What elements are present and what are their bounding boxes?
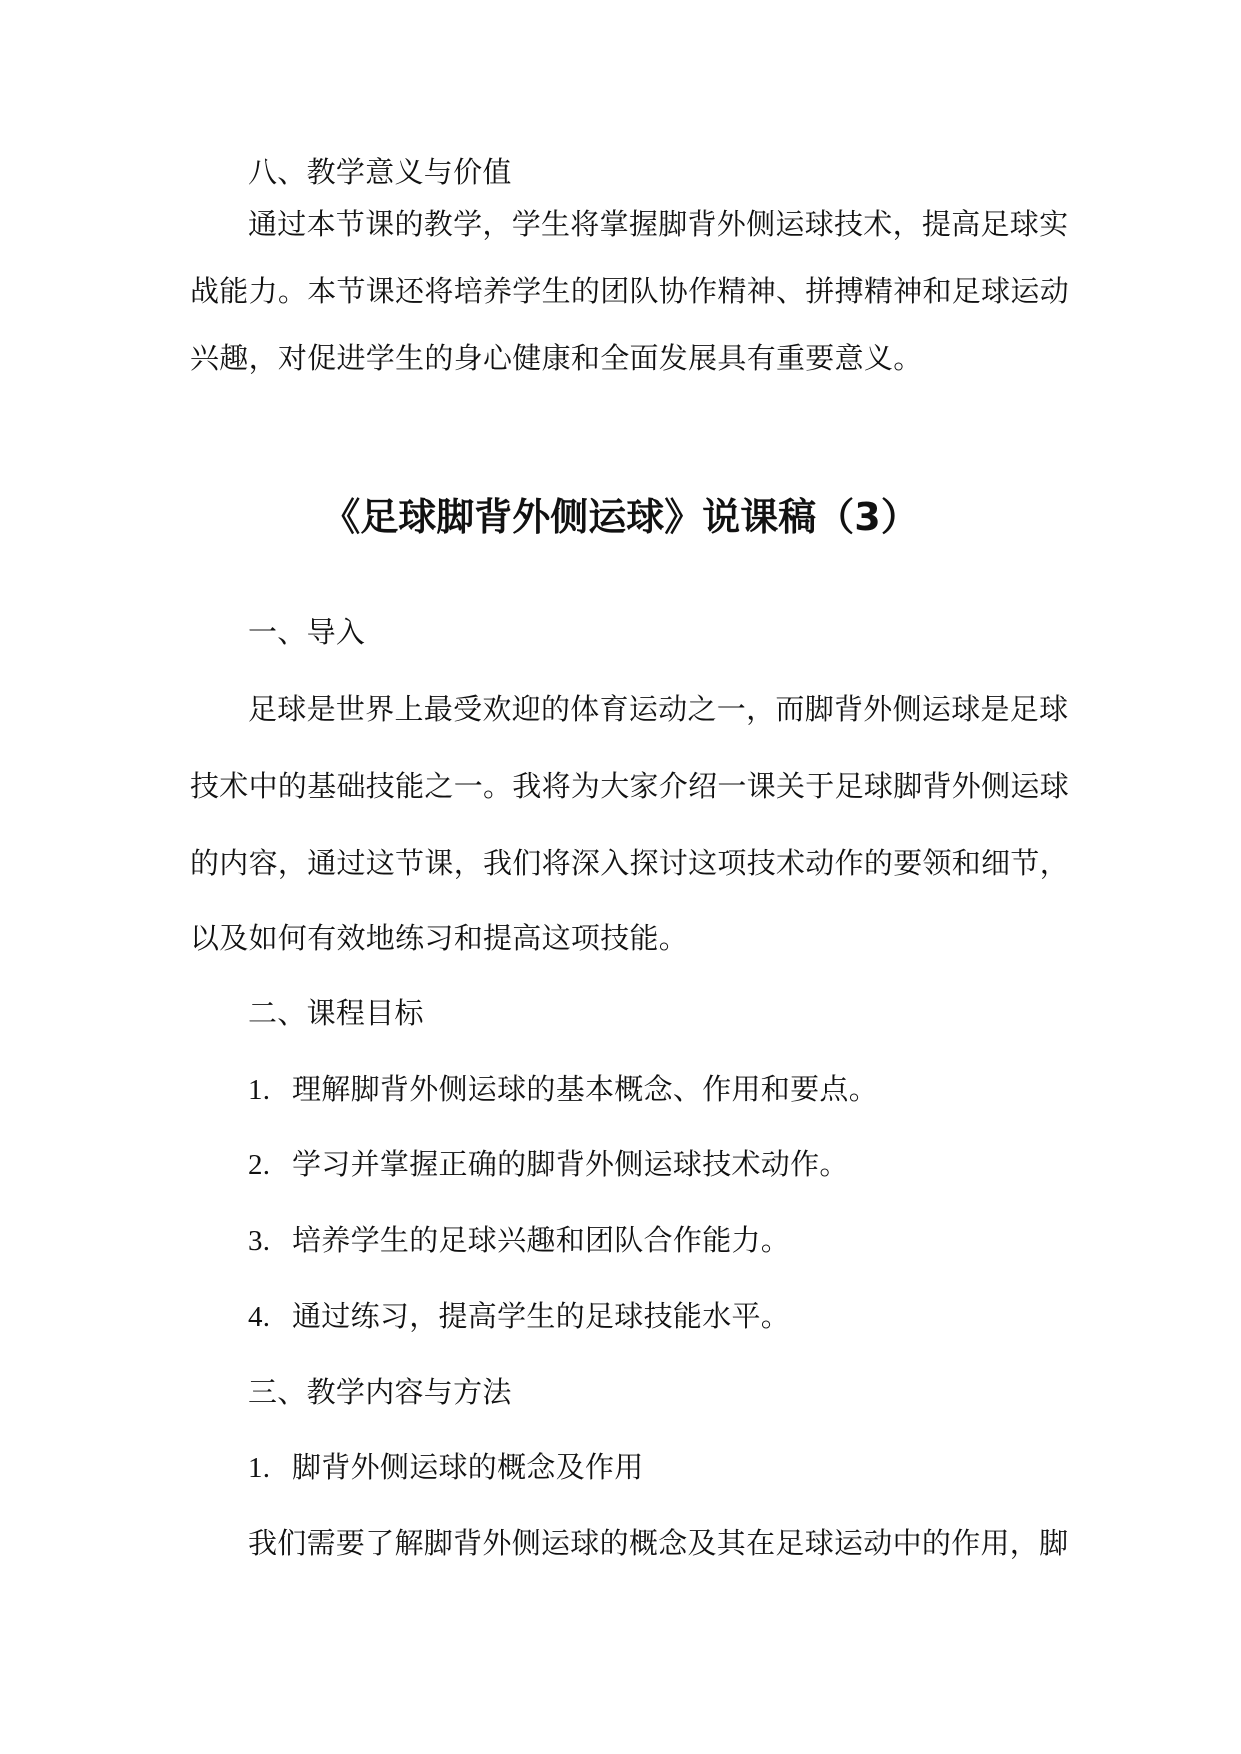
- goal-item-1: [248, 1069, 878, 1110]
- goal-item-number: 4.: [248, 1301, 271, 1333]
- section8-paragraph-line-1: 通过本节课的教学，学生将掌握脚背外侧运球技术，提高足球实: [248, 207, 1069, 241]
- document-title: 《足球脚背外侧运球》说课稿（3）: [322, 495, 919, 539]
- section3-subheading: [248, 1447, 644, 1488]
- goal-item-text: 理解脚背外侧运球的基本概念、作用和要点。: [292, 1072, 879, 1106]
- section1-paragraph-line-1: 足球是世界上最受欢迎的体育运动之一，而脚背外侧运球是足球: [248, 692, 1069, 726]
- section3-heading: 三、教学内容与方法: [248, 1375, 512, 1409]
- section1-paragraph-line-3: 的内容，通过这节课，我们将深入探讨这项技术动作的要领和细节，: [190, 846, 1070, 880]
- goal-item-number: 3.: [248, 1225, 271, 1257]
- goal-item-number: 2.: [248, 1149, 271, 1181]
- goal-item-text: 培养学生的足球兴趣和团队合作能力。: [292, 1223, 791, 1257]
- goal-item-3: [248, 1220, 790, 1261]
- section2-heading: 二、课程目标: [248, 996, 424, 1030]
- section1-heading: 一、导入: [248, 615, 366, 649]
- goal-item-text: 学习并掌握正确的脚背外侧运球技术动作。: [292, 1147, 849, 1181]
- goal-item-2: [248, 1144, 849, 1185]
- goal-item-text: 通过练习，提高学生的足球技能水平。: [292, 1299, 791, 1333]
- subheading-text: 脚背外侧运球的概念及作用: [292, 1450, 644, 1484]
- section8-paragraph-line-3: 兴趣，对促进学生的身心健康和全面发展具有重要意义。: [190, 341, 923, 375]
- section3-paragraph-line-1: 我们需要了解脚背外侧运球的概念及其在足球运动中的作用，脚: [248, 1526, 1069, 1560]
- goal-item-4: [248, 1296, 790, 1337]
- section1-paragraph-line-4: 以及如何有效地练习和提高这项技能。: [190, 921, 689, 955]
- goal-item-number: 1.: [248, 1074, 271, 1106]
- section8-paragraph-line-2: 战能力。本节课还将培养学生的团队协作精神、拼搏精神和足球运动: [190, 274, 1070, 308]
- subheading-number: 1.: [248, 1452, 271, 1484]
- section1-paragraph-line-2: 技术中的基础技能之一。我将为大家介绍一课关于足球脚背外侧运球: [190, 769, 1070, 803]
- section8-heading: 八、教学意义与价值: [248, 155, 512, 189]
